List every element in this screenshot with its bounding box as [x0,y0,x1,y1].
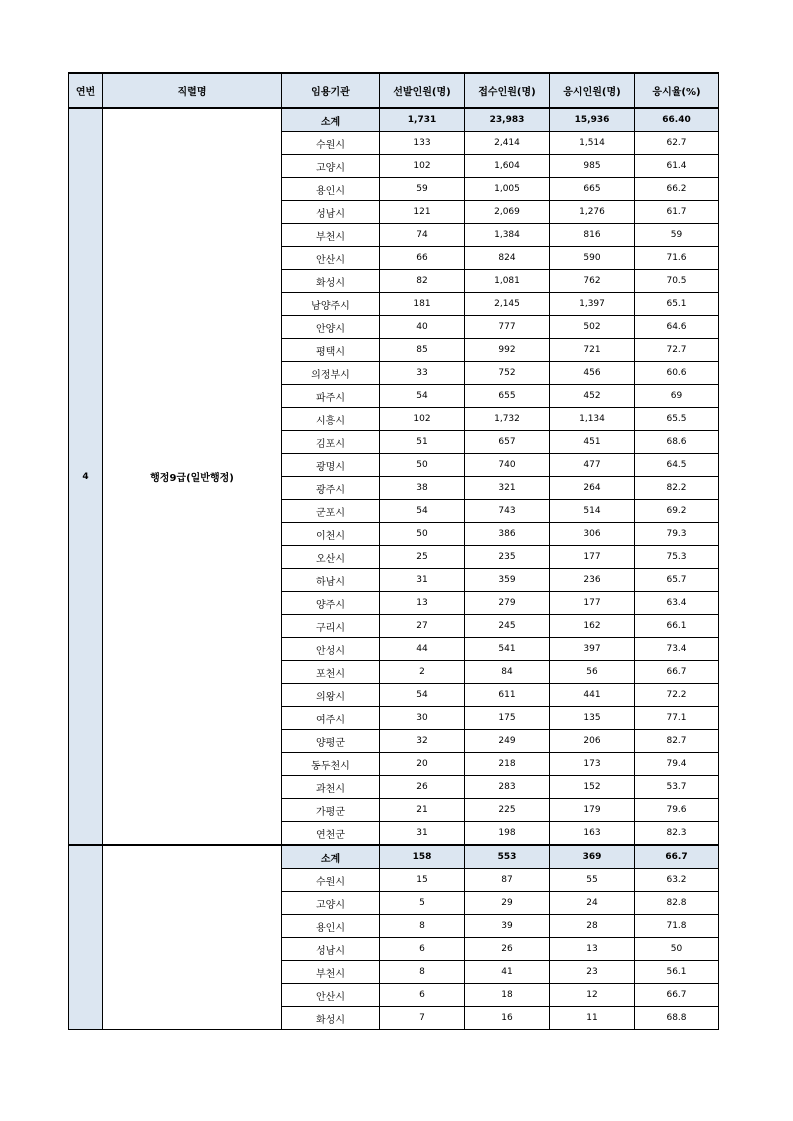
selected-count-cell: 133 [380,132,465,155]
attended-count-cell: 177 [550,592,635,615]
attendance-rate-cell: 79.4 [635,753,719,776]
agency-cell: 안양시 [282,316,380,339]
selected-count-cell: 8 [380,915,465,938]
selected-count-cell: 50 [380,523,465,546]
attendance-rate-cell: 82.2 [635,477,719,500]
agency-cell: 이천시 [282,523,380,546]
attendance-rate-cell: 82.8 [635,892,719,915]
agency-cell: 안성시 [282,638,380,661]
selected-count-cell: 20 [380,753,465,776]
selected-count-cell: 6 [380,984,465,1007]
table-body [69,108,719,1030]
applied-count-cell: 2,069 [465,201,550,224]
attendance-rate-cell: 56.1 [635,961,719,984]
attended-count-cell: 452 [550,385,635,408]
attendance-rate-cell: 65.1 [635,293,719,316]
attended-count-cell: 985 [550,155,635,178]
applied-count-cell: 1,604 [465,155,550,178]
selected-count-cell: 50 [380,454,465,477]
selected-count-cell: 40 [380,316,465,339]
applied-count-cell: 1,384 [465,224,550,247]
attendance-rate-cell: 68.8 [635,1007,719,1030]
applied-count-cell: 321 [465,477,550,500]
selected-count-cell: 44 [380,638,465,661]
selected-count-cell: 54 [380,385,465,408]
attendance-rate-cell: 66.2 [635,178,719,201]
applied-count-cell: 26 [465,938,550,961]
applied-count-cell: 235 [465,546,550,569]
selected-count-cell: 102 [380,155,465,178]
agency-cell: 하남시 [282,569,380,592]
applied-count-cell: 198 [465,822,550,846]
attended-count-cell: 15,936 [550,108,635,132]
selected-count-cell: 59 [380,178,465,201]
attendance-rate-cell: 68.6 [635,431,719,454]
agency-cell: 소계 [282,108,380,132]
applied-count-cell: 29 [465,892,550,915]
attended-count-cell: 55 [550,869,635,892]
selected-count-cell: 54 [380,684,465,707]
attended-count-cell: 451 [550,431,635,454]
selected-count-cell: 31 [380,569,465,592]
attended-count-cell: 816 [550,224,635,247]
applied-count-cell: 245 [465,615,550,638]
attendance-rate-cell: 71.8 [635,915,719,938]
agency-cell: 고양시 [282,892,380,915]
job-series-name: 행정9급(일반행정) [103,108,282,845]
applied-count-cell: 657 [465,431,550,454]
applied-count-cell: 23,983 [465,108,550,132]
attendance-rate-cell: 66.1 [635,615,719,638]
agency-cell: 동두천시 [282,753,380,776]
attended-count-cell: 135 [550,707,635,730]
attendance-rate-cell: 64.6 [635,316,719,339]
attended-count-cell: 397 [550,638,635,661]
attendance-rate-cell: 65.5 [635,408,719,431]
attendance-rate-cell: 65.7 [635,569,719,592]
attended-count-cell: 502 [550,316,635,339]
attended-count-cell: 152 [550,776,635,799]
selected-count-cell: 32 [380,730,465,753]
attendance-rate-cell: 72.7 [635,339,719,362]
header-agency: 임용기관 [282,73,380,108]
applied-count-cell: 218 [465,753,550,776]
attendance-rate-cell: 71.6 [635,247,719,270]
attended-count-cell: 1,397 [550,293,635,316]
agency-cell: 남양주시 [282,293,380,316]
applied-count-cell: 84 [465,661,550,684]
agency-cell: 수원시 [282,869,380,892]
selected-count-cell: 82 [380,270,465,293]
agency-cell: 평택시 [282,339,380,362]
agency-cell: 안산시 [282,247,380,270]
applied-count-cell: 777 [465,316,550,339]
attendance-rate-cell: 63.4 [635,592,719,615]
selected-count-cell: 6 [380,938,465,961]
agency-cell: 의왕시 [282,684,380,707]
attendance-rate-cell: 75.3 [635,546,719,569]
attended-count-cell: 477 [550,454,635,477]
attended-count-cell: 206 [550,730,635,753]
subtotal-row [69,845,719,869]
attended-count-cell: 264 [550,477,635,500]
applied-count-cell: 541 [465,638,550,661]
attended-count-cell: 665 [550,178,635,201]
applied-count-cell: 386 [465,523,550,546]
attendance-rate-cell: 82.3 [635,822,719,846]
attended-count-cell: 441 [550,684,635,707]
selected-count-cell: 181 [380,293,465,316]
selected-count-cell: 38 [380,477,465,500]
selected-count-cell: 2 [380,661,465,684]
applied-count-cell: 359 [465,569,550,592]
attendance-rate-cell: 79.6 [635,799,719,822]
applied-count-cell: 41 [465,961,550,984]
attended-count-cell: 236 [550,569,635,592]
agency-cell: 양평군 [282,730,380,753]
applied-count-cell: 16 [465,1007,550,1030]
header-selected: 선발인원(명) [380,73,465,108]
selected-count-cell: 27 [380,615,465,638]
attendance-rate-cell: 69.2 [635,500,719,523]
attended-count-cell: 177 [550,546,635,569]
attendance-rate-cell: 62.7 [635,132,719,155]
applied-count-cell: 1,005 [465,178,550,201]
attended-count-cell: 162 [550,615,635,638]
attended-count-cell: 1,276 [550,201,635,224]
agency-cell: 소계 [282,845,380,869]
attendance-rate-cell: 66.7 [635,661,719,684]
agency-cell: 화성시 [282,270,380,293]
attendance-rate-cell: 66.7 [635,984,719,1007]
agency-cell: 성남시 [282,938,380,961]
agency-cell: 양주시 [282,592,380,615]
header-attended: 응시인원(명) [550,73,635,108]
attended-count-cell: 762 [550,270,635,293]
header-job: 직렬명 [103,73,282,108]
applied-count-cell: 824 [465,247,550,270]
applied-count-cell: 743 [465,500,550,523]
attended-count-cell: 173 [550,753,635,776]
selected-count-cell: 31 [380,822,465,846]
attendance-rate-cell: 61.7 [635,201,719,224]
attended-count-cell: 306 [550,523,635,546]
selected-count-cell: 121 [380,201,465,224]
selected-count-cell: 54 [380,500,465,523]
applied-count-cell: 740 [465,454,550,477]
attended-count-cell: 11 [550,1007,635,1030]
agency-cell: 광명시 [282,454,380,477]
agency-cell: 오산시 [282,546,380,569]
applied-count-cell: 279 [465,592,550,615]
attendance-rate-cell: 53.7 [635,776,719,799]
attendance-rate-cell: 73.4 [635,638,719,661]
attendance-rate-cell: 66.40 [635,108,719,132]
selected-count-cell: 66 [380,247,465,270]
agency-cell: 포천시 [282,661,380,684]
applied-count-cell: 2,145 [465,293,550,316]
attendance-rate-cell: 72.2 [635,684,719,707]
agency-cell: 과천시 [282,776,380,799]
attended-count-cell: 163 [550,822,635,846]
applied-count-cell: 655 [465,385,550,408]
selected-count-cell: 102 [380,408,465,431]
attendance-rate-cell: 82.7 [635,730,719,753]
job-series-name [103,845,282,1030]
applied-count-cell: 553 [465,845,550,869]
applied-count-cell: 87 [465,869,550,892]
attendance-rate-cell: 60.6 [635,362,719,385]
attendance-rate-cell: 59 [635,224,719,247]
attendance-rate-cell: 64.5 [635,454,719,477]
applied-count-cell: 249 [465,730,550,753]
recruitment-table [68,72,719,1030]
subtotal-row [69,108,719,132]
applied-count-cell: 992 [465,339,550,362]
attended-count-cell: 1,134 [550,408,635,431]
selected-count-cell: 26 [380,776,465,799]
attended-count-cell: 514 [550,500,635,523]
agency-cell: 군포시 [282,500,380,523]
applied-count-cell: 1,732 [465,408,550,431]
attended-count-cell: 369 [550,845,635,869]
attendance-rate-cell: 79.3 [635,523,719,546]
agency-cell: 용인시 [282,178,380,201]
attended-count-cell: 179 [550,799,635,822]
attendance-rate-cell: 70.5 [635,270,719,293]
agency-cell: 성남시 [282,201,380,224]
attended-count-cell: 28 [550,915,635,938]
selected-count-cell: 25 [380,546,465,569]
attended-count-cell: 56 [550,661,635,684]
applied-count-cell: 225 [465,799,550,822]
agency-cell: 부천시 [282,224,380,247]
attended-count-cell: 23 [550,961,635,984]
selected-count-cell: 21 [380,799,465,822]
selected-count-cell: 85 [380,339,465,362]
attendance-rate-cell: 69 [635,385,719,408]
agency-cell: 화성시 [282,1007,380,1030]
selected-count-cell: 5 [380,892,465,915]
attended-count-cell: 1,514 [550,132,635,155]
agency-cell: 수원시 [282,132,380,155]
selected-count-cell: 33 [380,362,465,385]
selected-count-cell: 74 [380,224,465,247]
attended-count-cell: 456 [550,362,635,385]
agency-cell: 시흥시 [282,408,380,431]
selected-count-cell: 8 [380,961,465,984]
agency-cell: 여주시 [282,707,380,730]
agency-cell: 부천시 [282,961,380,984]
applied-count-cell: 175 [465,707,550,730]
selected-count-cell: 51 [380,431,465,454]
selected-count-cell: 7 [380,1007,465,1030]
agency-cell: 안산시 [282,984,380,1007]
table-header [69,73,719,108]
applied-count-cell: 283 [465,776,550,799]
attendance-rate-cell: 61.4 [635,155,719,178]
group-number: 4 [69,108,103,845]
selected-count-cell: 30 [380,707,465,730]
applied-count-cell: 39 [465,915,550,938]
applied-count-cell: 611 [465,684,550,707]
agency-cell: 파주시 [282,385,380,408]
attended-count-cell: 24 [550,892,635,915]
applied-count-cell: 2,414 [465,132,550,155]
attended-count-cell: 590 [550,247,635,270]
attendance-rate-cell: 66.7 [635,845,719,869]
attendance-rate-cell: 50 [635,938,719,961]
attendance-rate-cell: 63.2 [635,869,719,892]
selected-count-cell: 158 [380,845,465,869]
attended-count-cell: 721 [550,339,635,362]
attended-count-cell: 12 [550,984,635,1007]
attended-count-cell: 13 [550,938,635,961]
header-rate: 응시율(%) [635,73,719,108]
agency-cell: 용인시 [282,915,380,938]
selected-count-cell: 15 [380,869,465,892]
selected-count-cell: 1,731 [380,108,465,132]
header-applied: 접수인원(명) [465,73,550,108]
applied-count-cell: 752 [465,362,550,385]
selected-count-cell: 13 [380,592,465,615]
agency-cell: 의정부시 [282,362,380,385]
attendance-rate-cell: 77.1 [635,707,719,730]
applied-count-cell: 18 [465,984,550,1007]
agency-cell: 김포시 [282,431,380,454]
agency-cell: 구리시 [282,615,380,638]
header-no: 연번 [69,73,103,108]
agency-cell: 고양시 [282,155,380,178]
applied-count-cell: 1,081 [465,270,550,293]
agency-cell: 광주시 [282,477,380,500]
agency-cell: 가평군 [282,799,380,822]
agency-cell: 연천군 [282,822,380,846]
group-number [69,845,103,1030]
